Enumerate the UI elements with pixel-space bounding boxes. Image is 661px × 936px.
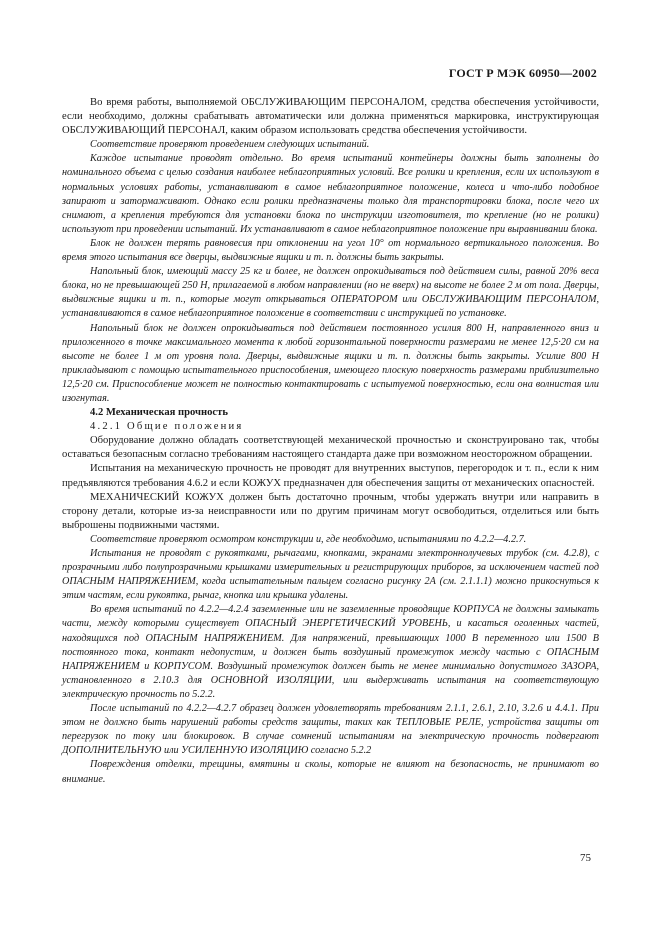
paragraph-13: Испытания не проводят с рукоятками, рычагами, кнопками, экранами электроннолучевых трубок (см. 4.2.8), с прозрачными либо полупрозрачными крышками измерительных и регистрирующих приборов, за исключением частей под ОПАСНЫМ НАПРЯЖЕНИЕМ, когда испытательным пальцем согласно рисунку 2А (см. 2.1.1.1) можно прикоснуться к этим частям, если рукоятка, рычаг, кнопка или крышка удалены. — [62, 548, 599, 602]
paragraph-14: Во время испытаний по 4.2.2—4.2.4 заземленные или не заземленные проводящие КОРПУСА не должны замыкать части, между которыми существует ОПАСНЫЙ ЭНЕРГЕТИЧЕСКИЙ УРОВЕНЬ, и касаться оголенных частей, находящихся под ОПАСНЫМ НАПРЯЖЕНИЕМ. Для напряжений, превышающих 1000 В переменного или 1500 В постоянного тока, контакт недопустим, и должен быть воздушный промежуток между частью с ОПАСНЫМ НАПРЯЖЕНИЕМ и КОРПУСОМ. Воздушный промежуток должен быть не менее минимально допустимого ЗАЗОРА, установленного в 2.10.3 для ОСНОВНОЙ ИЗОЛЯЦИИ, или выдерживать испытания на соответствующую электрическую прочность по 5.2.2. — [62, 604, 599, 700]
paragraph-2: Соответствие проверяют проведением следующих испытаний. — [90, 139, 370, 151]
paragraph-10: Испытания на механическую прочность не проводят для внутренних выступов, перегородок и т. п., если к ним предъявляются требования 4.6.2 и если КОЖУХ предназначен для обеспечения защиты от механических опасностей. — [62, 463, 599, 489]
page-number: 75 — [580, 852, 591, 864]
paragraph-12: Соответствие проверяют осмотром конструкции и, где необходимо, испытаниями по 4.2.2—4.2.7. — [90, 533, 527, 545]
body-text — [62, 96, 599, 787]
paragraph-3: Каждое испытание проводят отдельно. Во время испытаний контейнеры должны быть заполнены до номинального объема с целью создания наиболее неблагоприятных условий. Все ролики и крепления, если их используют в нормальных условиях работы, устанавливают в самое неблагоприятное положение, колеса и что-либо подобное запирают и затормаживают. Однако если ролики предназначены только для транспортировки блока, после чего их снимают, а крепления требуются для установки блока по инструкции изготовителя, то крепление (но не ролики) используют при проведении испытаний. Их устанавливают в самое неблагоприятное положение при выравнивании блока. — [62, 153, 599, 235]
subsection-heading: 4.2.1 Общие положения — [90, 421, 244, 433]
running-header: ГОСТ Р МЭК 60950—2002 — [448, 66, 597, 80]
paragraph-9: Оборудование должно обладать соответствующей механической прочностью и сконструировано так, чтобы оставаться безопасным согласно требованиям настоящего стандарта даже при возможном неосторожном обращении. — [62, 435, 599, 461]
section-heading: 4.2 Механическая прочность — [90, 407, 228, 419]
paragraph-15: После испытаний по 4.2.2—4.2.7 образец должен удовлетворять требованиям 2.1.1, 2.6.1, 2.10, 3.2.6 и 4.4.1. При этом не должно быть нарушений работы средств защиты, таких как ТЕПЛОВЫЕ РЕЛЕ, устройства защиты от перегрузок по току или блокировок. В случае сомнений испытаниям на электрическую прочность подвергают ДОПОЛНИТЕЛЬНУЮ или УСИЛЕННУЮ ИЗОЛЯЦИЮ согласно 5.2.2 — [62, 703, 599, 757]
paragraph-6: Напольный блок не должен опрокидываться под действием постоянного усилия 800 Н, направленного вниз и приложенного в точке максимального момента к любой горизонтальной поверхности размерами не менее 12,5·20 см на высоте не более 1 м от уровня пола. Дверцы, выдвижные ящики и т. п. должны быть закрыты. Усилие 800 Н прикладывают с помощью испытательного приспособления, имеющего плоскую поверхность размерами приблизительно 12,5·20 см. Приспособление может не полностью контактировать с испытуемой поверхностью, если она волнистая или изогнутая. — [62, 322, 599, 404]
paragraph-1: Во время работы, выполняемой ОБСЛУЖИВАЮЩИМ ПЕРСОНАЛОМ, средства обеспечения устойчивости, если необходимо, должны срабатывать автоматически или должна применяться маркировка, инструктирующая ОБСЛУЖИВАЮЩИЙ ПЕРСОНАЛ, каким образом использовать средства обеспечения устойчивости. — [62, 97, 599, 137]
paragraph-16: Повреждения отделки, трещины, вмятины и сколы, которые не влияют на безопасность, не принимают во внимание. — [62, 759, 599, 785]
paragraph-5: Напольный блок, имеющий массу 25 кг и более, не должен опрокидываться под действием силы, равной 20% веса блока, но не превышающей 250 Н, прилагаемой в любом направлении (но не вверх) на высоте не более 2 м от пола. Дверцы, выдвижные ящики и т. п., которые могут открываться ОПЕРАТОРОМ или ОБСЛУЖИВАЮЩИМ ПЕРСОНАЛОМ, устанавливаются в самое неблагоприятное положение в соответствии с инструкцией по установке. — [62, 266, 599, 320]
paragraph-4: Блок не должен терять равновесия при отклонении на угол 10° от нормального вертикального положения. Во время этого испытания все дверцы, выдвижные ящики и т. п. должны быть закрыты. — [62, 237, 599, 264]
paragraph-11: МЕХАНИЧЕСКИЙ КОЖУХ должен быть достаточно прочным, чтобы удержать внутри или направить в сторону детали, которые из-за неисправности или по другим причинам могут освободиться, отделиться или быть выброшены подвижными частями. — [62, 491, 599, 531]
